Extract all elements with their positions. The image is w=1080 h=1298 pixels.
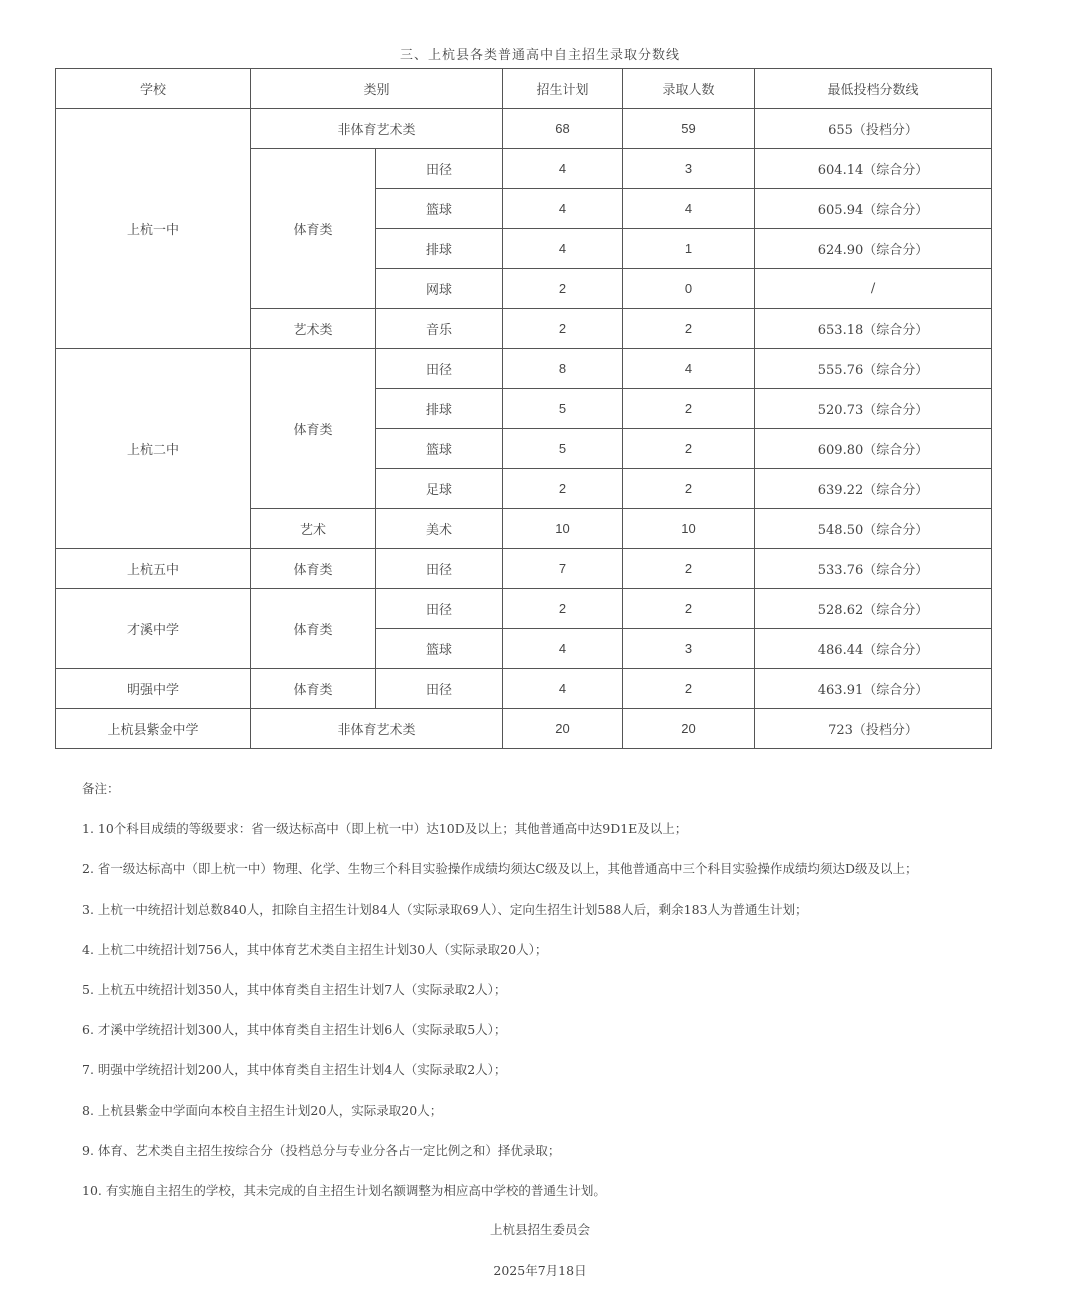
plan-cell: 7 [503, 549, 623, 589]
admitted-cell: 2 [623, 429, 755, 469]
subcategory-cell: 音乐 [376, 309, 503, 349]
plan-cell: 8 [503, 349, 623, 389]
subcategory-cell: 美术 [376, 509, 503, 549]
table-row [56, 709, 992, 749]
plan-cell: 5 [503, 429, 623, 469]
school-cell: 上杭县紫金中学 [56, 709, 251, 749]
header-school: 学校 [56, 69, 251, 109]
school-cell: 上杭五中 [56, 549, 251, 589]
school-cell: 明强中学 [56, 669, 251, 709]
issuer-signature: 上杭县招生委员会 [489, 1222, 590, 1237]
plan-cell: 4 [503, 149, 623, 189]
score-cell: 604.14（综合分） [755, 149, 992, 189]
score-cell: 548.50（综合分） [755, 509, 992, 549]
admitted-cell: 4 [623, 189, 755, 229]
admitted-cell: 20 [623, 709, 755, 749]
category-cell: 艺术类 [251, 309, 376, 349]
admitted-cell: 2 [623, 309, 755, 349]
category-cell: 体育类 [251, 549, 376, 589]
subcategory-cell: 篮球 [376, 189, 503, 229]
issue-date: 2025年7月18日 [493, 1263, 587, 1278]
subcategory-cell: 篮球 [376, 429, 503, 469]
score-cell: 655（投档分） [755, 109, 992, 149]
notes-section [82, 780, 1042, 1222]
plan-cell: 4 [503, 189, 623, 229]
table-row [56, 109, 992, 149]
score-cell: 555.76（综合分） [755, 349, 992, 389]
subcategory-cell: 田径 [376, 349, 503, 389]
score-cell: / [755, 269, 992, 309]
plan-cell: 2 [503, 309, 623, 349]
document-title: 三、上杭县各类普通高中自主招生录取分数线 [399, 48, 680, 63]
header-min-score: 最低投档分数线 [755, 69, 992, 109]
school-cell: 才溪中学 [56, 589, 251, 669]
plan-cell: 2 [503, 269, 623, 309]
subcategory-cell: 排球 [376, 389, 503, 429]
category-cell: 非体育艺术类 [251, 709, 503, 749]
plan-cell: 20 [503, 709, 623, 749]
note-item: 2. 省一级达标高中（即上杭一中）物理、化学、生物三个科目实验操作成绩均须达C级及以上，其他普通高中三个科目实验操作成绩均须达D级及以上； [82, 861, 918, 877]
school-cell: 上杭一中 [56, 109, 251, 349]
subcategory-cell: 网球 [376, 269, 503, 309]
score-cell: 528.62（综合分） [755, 589, 992, 629]
note-item: 1. 10个科目成绩的等级要求：省一级达标高中（即上杭一中）达10D及以上；其他普通高中达9D1E及以上； [82, 821, 688, 837]
admission-score-table [55, 68, 992, 749]
plan-cell: 10 [503, 509, 623, 549]
admitted-cell: 4 [623, 349, 755, 389]
admitted-cell: 2 [623, 549, 755, 589]
table-row [56, 549, 992, 589]
admitted-cell: 0 [623, 269, 755, 309]
plan-cell: 5 [503, 389, 623, 429]
subcategory-cell: 排球 [376, 229, 503, 269]
category-cell: 非体育艺术类 [251, 109, 503, 149]
score-cell: 609.80（综合分） [755, 429, 992, 469]
category-cell: 体育类 [251, 149, 376, 309]
school-cell: 上杭二中 [56, 349, 251, 549]
subcategory-cell: 田径 [376, 669, 503, 709]
header-category: 类别 [251, 69, 503, 109]
plan-cell: 2 [503, 589, 623, 629]
admitted-cell: 2 [623, 469, 755, 509]
header-admitted: 录取人数 [623, 69, 755, 109]
plan-cell: 4 [503, 669, 623, 709]
category-cell: 体育类 [251, 349, 376, 509]
note-item: 10. 有实施自主招生的学校，其未完成的自主招生计划名额调整为相应高中学校的普通生计划。 [82, 1182, 606, 1198]
category-cell: 体育类 [251, 589, 376, 669]
subcategory-cell: 篮球 [376, 629, 503, 669]
plan-cell: 68 [503, 109, 623, 149]
plan-cell: 4 [503, 229, 623, 269]
table-header-row [56, 69, 992, 109]
table-row [56, 589, 992, 629]
note-item: 6. 才溪中学统招计划300人，其中体育类自主招生计划6人（实际录取5人）； [82, 1022, 507, 1038]
subcategory-cell: 田径 [376, 589, 503, 629]
admitted-cell: 2 [623, 589, 755, 629]
table-row [56, 349, 992, 389]
score-cell: 653.18（综合分） [755, 309, 992, 349]
admitted-cell: 59 [623, 109, 755, 149]
admitted-cell: 3 [623, 149, 755, 189]
admitted-cell: 1 [623, 229, 755, 269]
plan-cell: 4 [503, 629, 623, 669]
header-plan: 招生计划 [503, 69, 623, 109]
note-item: 5. 上杭五中统招计划350人，其中体育类自主招生计划7人（实际录取2人）； [82, 981, 507, 997]
category-cell: 体育类 [251, 669, 376, 709]
note-item: 4. 上杭二中统招计划756人，其中体育艺术类自主招生计划30人（实际录取20人）； [82, 941, 548, 957]
note-item: 9. 体育、艺术类自主招生按综合分（投档总分与专业分各占一定比例之和）择优录取； [82, 1142, 561, 1158]
category-cell: 艺术 [251, 509, 376, 549]
table-row [56, 669, 992, 709]
score-cell: 723（投档分） [755, 709, 992, 749]
admitted-cell: 3 [623, 629, 755, 669]
score-cell: 520.73（综合分） [755, 389, 992, 429]
note-item: 8. 上杭县紫金中学面向本校自主招生计划20人，实际录取20人； [82, 1102, 443, 1118]
note-item: 3. 上杭一中统招计划总数840人，扣除自主招生计划84人（实际录取69人）、定向生招生计划588人后，剩余183人为普通生计划； [82, 901, 808, 917]
subcategory-cell: 田径 [376, 149, 503, 189]
score-cell: 463.91（综合分） [755, 669, 992, 709]
score-cell: 486.44（综合分） [755, 629, 992, 669]
subcategory-cell: 田径 [376, 549, 503, 589]
score-cell: 624.90（综合分） [755, 229, 992, 269]
admitted-cell: 2 [623, 669, 755, 709]
admitted-cell: 10 [623, 509, 755, 549]
plan-cell: 2 [503, 469, 623, 509]
subcategory-cell: 足球 [376, 469, 503, 509]
notes-heading: 备注： [82, 781, 120, 796]
score-cell: 639.22（综合分） [755, 469, 992, 509]
admitted-cell: 2 [623, 389, 755, 429]
score-cell: 605.94（综合分） [755, 189, 992, 229]
score-cell: 533.76（综合分） [755, 549, 992, 589]
note-item: 7. 明强中学统招计划200人，其中体育类自主招生计划4人（实际录取2人）； [82, 1062, 507, 1078]
